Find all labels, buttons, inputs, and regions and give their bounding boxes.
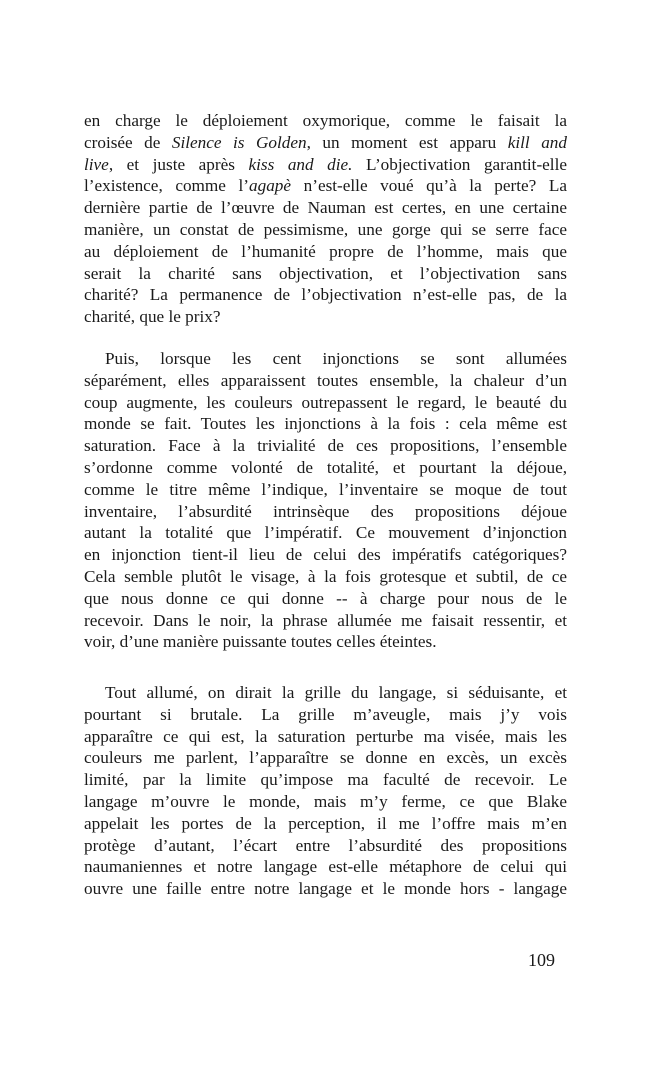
text-segment: en charge le déploiement oxymorique, comme le faisait la xyxy=(84,111,567,130)
italic-title-text: Silence is Golden xyxy=(171,132,307,152)
text-line xyxy=(84,566,567,588)
text-segment: croisée de xyxy=(84,132,172,152)
text-segment: L’objectivation garantit-elle xyxy=(352,154,567,174)
text-line xyxy=(84,197,567,219)
text-line xyxy=(84,154,567,176)
text-segment: saturation. Face à la trivialité de ces propositions, l’ensemble xyxy=(84,436,567,456)
text-segment: manière, un constat de pessimisme, une gorge qui se serre face xyxy=(84,219,567,239)
text-line xyxy=(84,791,567,813)
text-line xyxy=(84,435,567,457)
text-segment: langage m’ouvre le monde, mais m’y ferme, ce que Blake xyxy=(84,791,567,811)
text-segment: , un moment est apparu xyxy=(306,132,508,152)
text-line xyxy=(84,110,567,132)
text-segment: voir, d’une manière puissante toutes celles éteintes. xyxy=(84,632,437,652)
italic-title-text: agapè xyxy=(249,176,292,196)
text-line xyxy=(84,241,567,263)
text-segment: couleurs me parlent, l’apparaître se donne en excès, un excès xyxy=(84,748,567,768)
text-line xyxy=(84,132,567,154)
text-line xyxy=(84,544,567,566)
text-segment: charité? La permanence de l’objectivation n’est-elle pas, de la xyxy=(84,285,567,305)
text-segment: coup augmente, les couleurs outrepassent le regard, le beauté du xyxy=(84,392,567,412)
text-segment: l’existence, comme l’ xyxy=(84,176,250,196)
text-line xyxy=(84,682,567,704)
text-line xyxy=(84,392,567,414)
text-segment: pourtant si brutale. La grille m’aveugle, mais j’y vois xyxy=(84,704,567,724)
text-segment: recevoir. Dans le noir, la phrase allumée me faisait ressentir, et xyxy=(84,610,567,630)
text-segment: apparaître ce qui est, la saturation perturbe ma visée, mais les xyxy=(84,726,567,746)
text-line xyxy=(84,284,567,306)
italic-title-text: kill and xyxy=(507,132,567,152)
text-line xyxy=(84,306,567,328)
paragraph-1 xyxy=(84,110,567,328)
text-line xyxy=(84,878,567,900)
text-line xyxy=(84,413,567,435)
text-line xyxy=(84,631,567,653)
text-segment: dernière partie de l’œuvre de Nauman est certes, en une certaine xyxy=(84,198,567,218)
text-segment: serait la charité sans objectivation, et l’objectivation sans xyxy=(84,263,567,283)
text-segment: inventaire, l’absurdité intrinsèque des propositions déjoue xyxy=(84,501,567,521)
text-line xyxy=(84,348,567,370)
text-segment: appelait les portes de la perception, il me l’offre mais m’en xyxy=(84,813,567,833)
text-line xyxy=(84,501,567,523)
text-segment: protège d’autant, l’écart entre l’absurdité des propositions xyxy=(84,835,567,855)
text-segment: n’est-elle voué qu’à la perte? La xyxy=(291,176,567,196)
text-line xyxy=(84,457,567,479)
text-segment: autant la totalité que l’impératif. Ce mouvement d’injonction xyxy=(84,523,567,543)
text-segment: s’ordonne comme volonté de totalité, et pourtant la déjoue, xyxy=(84,457,567,477)
text-segment: limité, par la limite qu’impose ma faculté de recevoir. Le xyxy=(84,770,567,790)
text-line xyxy=(84,835,567,857)
text-segment: comme le titre même l’indique, l’inventaire se moque de tout xyxy=(84,479,567,499)
text-segment: ouvre une faille entre notre langage et le monde hors - langage xyxy=(84,879,567,899)
text-line xyxy=(84,856,567,878)
text-line xyxy=(84,769,567,791)
text-segment: en injonction tient-il lieu de celui des impératifs catégoriques? xyxy=(84,545,567,565)
text-line xyxy=(84,479,567,501)
text-line xyxy=(84,370,567,392)
text-line xyxy=(84,263,567,285)
text-line xyxy=(84,610,567,632)
text-segment: que nous donne ce qui donne -- à charge pour nous de le xyxy=(84,588,567,608)
text-segment: , et juste après xyxy=(108,154,249,174)
text-line xyxy=(84,747,567,769)
text-segment: au déploiement de l’humanité propre de l’homme, mais que xyxy=(84,241,567,261)
text-segment: Puis, lorsque les cent injonctions se sont allumées xyxy=(105,349,567,368)
paragraph-2 xyxy=(84,348,567,653)
text-line xyxy=(84,522,567,544)
page-number: 109 xyxy=(528,950,555,970)
text-line xyxy=(84,588,567,610)
italic-title-text: live xyxy=(84,154,109,174)
italic-title-text: kiss and die. xyxy=(248,154,353,174)
text-segment: séparément, elles apparaissent toutes ensemble, la chaleur d’un xyxy=(84,370,567,390)
paragraph-3 xyxy=(84,682,567,900)
text-line xyxy=(84,726,567,748)
text-line xyxy=(84,219,567,241)
text-segment: Cela semble plutôt le visage, à la fois grotesque et subtil, de ce xyxy=(84,566,567,586)
text-segment: monde se fait. Toutes les injonctions à la fois : cela même est xyxy=(84,414,567,434)
text-segment: naumaniennes et notre langage est-elle métaphore de celui qui xyxy=(84,857,567,877)
text-line xyxy=(84,704,567,726)
text-line xyxy=(84,175,567,197)
text-line xyxy=(84,813,567,835)
text-segment: Tout allumé, on dirait la grille du langage, si séduisante, et xyxy=(105,683,567,702)
text-segment: charité, que le prix? xyxy=(84,307,221,327)
